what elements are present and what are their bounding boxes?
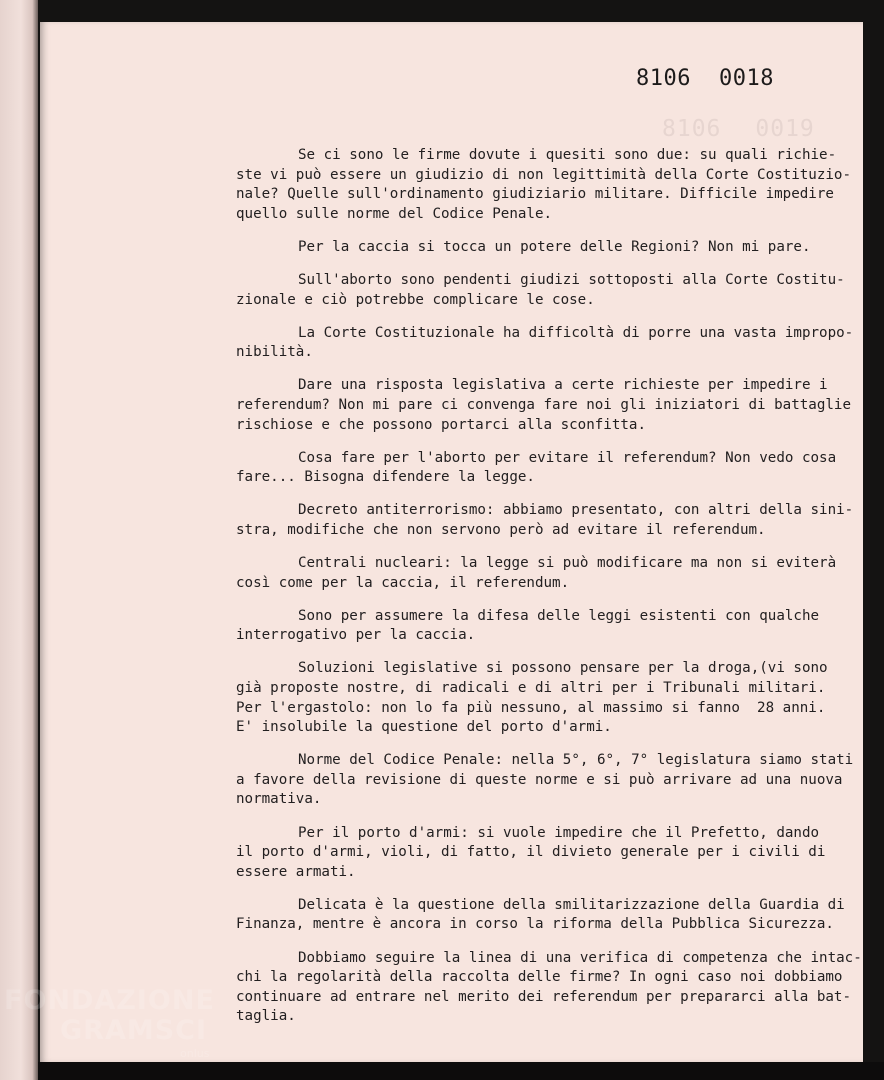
paragraph-line: Dare una risposta legislativa a certe richieste per impedire i bbox=[298, 377, 828, 394]
paragraph-line: Per l'ergastolo: non lo fa più nessuno, al massimo si fanno 28 anni. bbox=[236, 699, 826, 716]
paragraph bbox=[236, 751, 854, 810]
paragraph-line: già proposte nostre, di radicali e di altri per i Tribunali militari. bbox=[236, 679, 826, 696]
paragraph-line: normativa. bbox=[236, 791, 322, 808]
paragraph-line: continuare ad entrare nel merito dei referendum per prepararci alla bat- bbox=[236, 988, 851, 1005]
paragraph bbox=[236, 554, 836, 593]
paragraph-line: quello sulle norme del Codice Penale. bbox=[236, 205, 553, 222]
paragraph-line: chi la regolarità della raccolta delle firme? In ogni caso noi dobbiamo bbox=[236, 969, 843, 986]
document-page bbox=[40, 22, 863, 1062]
paragraph-line: nibilità. bbox=[236, 344, 313, 361]
paragraph-line: ste vi può essere un giudizio di non legittimità della Corte Costituzio- bbox=[236, 166, 851, 183]
paragraph-line: La Corte Costituzionale ha difficoltà di porre una vasta impropo- bbox=[298, 324, 854, 341]
paragraph bbox=[236, 949, 862, 1027]
watermark-line3: onlus bbox=[180, 1047, 210, 1060]
paragraph bbox=[236, 271, 845, 310]
paragraph-line: a favore della revisione di queste norme e si può arrivare ad una nuova bbox=[236, 771, 843, 788]
paragraph bbox=[236, 896, 845, 935]
paragraph-line: essere armati. bbox=[236, 863, 356, 880]
paragraph bbox=[236, 376, 851, 435]
paragraph bbox=[236, 238, 836, 258]
paragraph-line: interrogativo per la caccia. bbox=[236, 627, 476, 644]
paragraph-line: rischiose e che possono portarci alla sconfitta. bbox=[236, 416, 646, 433]
watermark-line1: FONDAZIONE bbox=[4, 985, 215, 1016]
paragraph-line: Per il porto d'armi: si vuole impedire che il Prefetto, dando bbox=[298, 824, 820, 841]
paragraph bbox=[236, 449, 836, 488]
paragraph-line: Dobbiamo seguire la linea di una verifica di competenza che intac- bbox=[298, 949, 862, 966]
paragraph-line: Finanza, mentre è ancora in corso la riforma della Pubblica Sicurezza. bbox=[236, 916, 834, 933]
page-bottom-shadow bbox=[38, 1062, 884, 1080]
watermark-line2: GRAMSCI bbox=[60, 1015, 208, 1046]
paragraph-line: il porto d'armi, violi, di fatto, il divieto generale per i civili di bbox=[236, 844, 826, 861]
paragraph-line: nale? Quelle sull'ordinamento giudiziario militare. Difficile impedire bbox=[236, 186, 834, 203]
paragraph bbox=[236, 501, 854, 540]
paragraph bbox=[236, 146, 851, 224]
paragraph-line: Norme del Codice Penale: nella 5°, 6°, 7° legislatura siamo stati bbox=[298, 752, 854, 769]
paragraph-line: Decreto antiterrorismo: abbiamo presentato, con altri della sini- bbox=[298, 502, 854, 519]
paragraph-line: stra, modifiche che non servono però ad evitare il referendum. bbox=[236, 521, 766, 538]
ghost-number-left: 8106 bbox=[662, 116, 722, 142]
paragraph-line: Centrali nucleari: la legge si può modificare ma non si eviterà bbox=[298, 555, 837, 571]
paragraph-line: Se ci sono le firme dovute i quesiti sono due: su quali richie- bbox=[298, 147, 837, 163]
paragraph-line: così come per la caccia, il referendum. bbox=[236, 574, 570, 591]
paragraph-line: E' insolubile la questione del porto d'armi. bbox=[236, 719, 612, 736]
paragraph-line: zionale e ciò potrebbe complicare le cose. bbox=[236, 291, 595, 308]
paragraph-line: Sono per assumere la difesa delle leggi esistenti con qualche bbox=[298, 607, 820, 624]
paragraph-line: Soluzioni legislative si possono pensare per la droga,(vi sono bbox=[298, 660, 828, 677]
document-number bbox=[636, 66, 802, 91]
adjacent-page-edge bbox=[0, 0, 38, 1080]
fondazione-gramsci-watermark bbox=[4, 985, 215, 1060]
paragraph-line: Per la caccia si tocca un potere delle Regioni? Non mi pare. bbox=[298, 238, 811, 255]
paragraph-line: Cosa fare per l'aborto per evitare il referendum? Non vedo cosa bbox=[298, 449, 837, 466]
document-number-right: 0018 bbox=[718, 66, 774, 91]
paragraph-line: Delicata è la questione della smilitarizzazione della Guardia di bbox=[298, 896, 845, 913]
paragraph-line: taglia. bbox=[236, 1008, 296, 1025]
document-number-left: 8106 bbox=[636, 66, 691, 91]
paragraph bbox=[236, 607, 836, 646]
paragraph bbox=[236, 824, 836, 883]
typewritten-body bbox=[236, 146, 862, 1040]
paragraph-line: referendum? Non mi pare ci convenga fare noi gli iniziatori di battaglie bbox=[236, 396, 851, 413]
paragraph bbox=[236, 659, 836, 737]
bleed-through-page-number bbox=[662, 116, 849, 142]
paragraph bbox=[236, 324, 854, 363]
ghost-number-right: 0019 bbox=[755, 116, 815, 142]
paragraph-line: fare... Bisogna difendere la legge. bbox=[236, 469, 535, 486]
paragraph-line: Sull'aborto sono pendenti giudizi sottoposti alla Corte Costitu- bbox=[298, 271, 845, 288]
